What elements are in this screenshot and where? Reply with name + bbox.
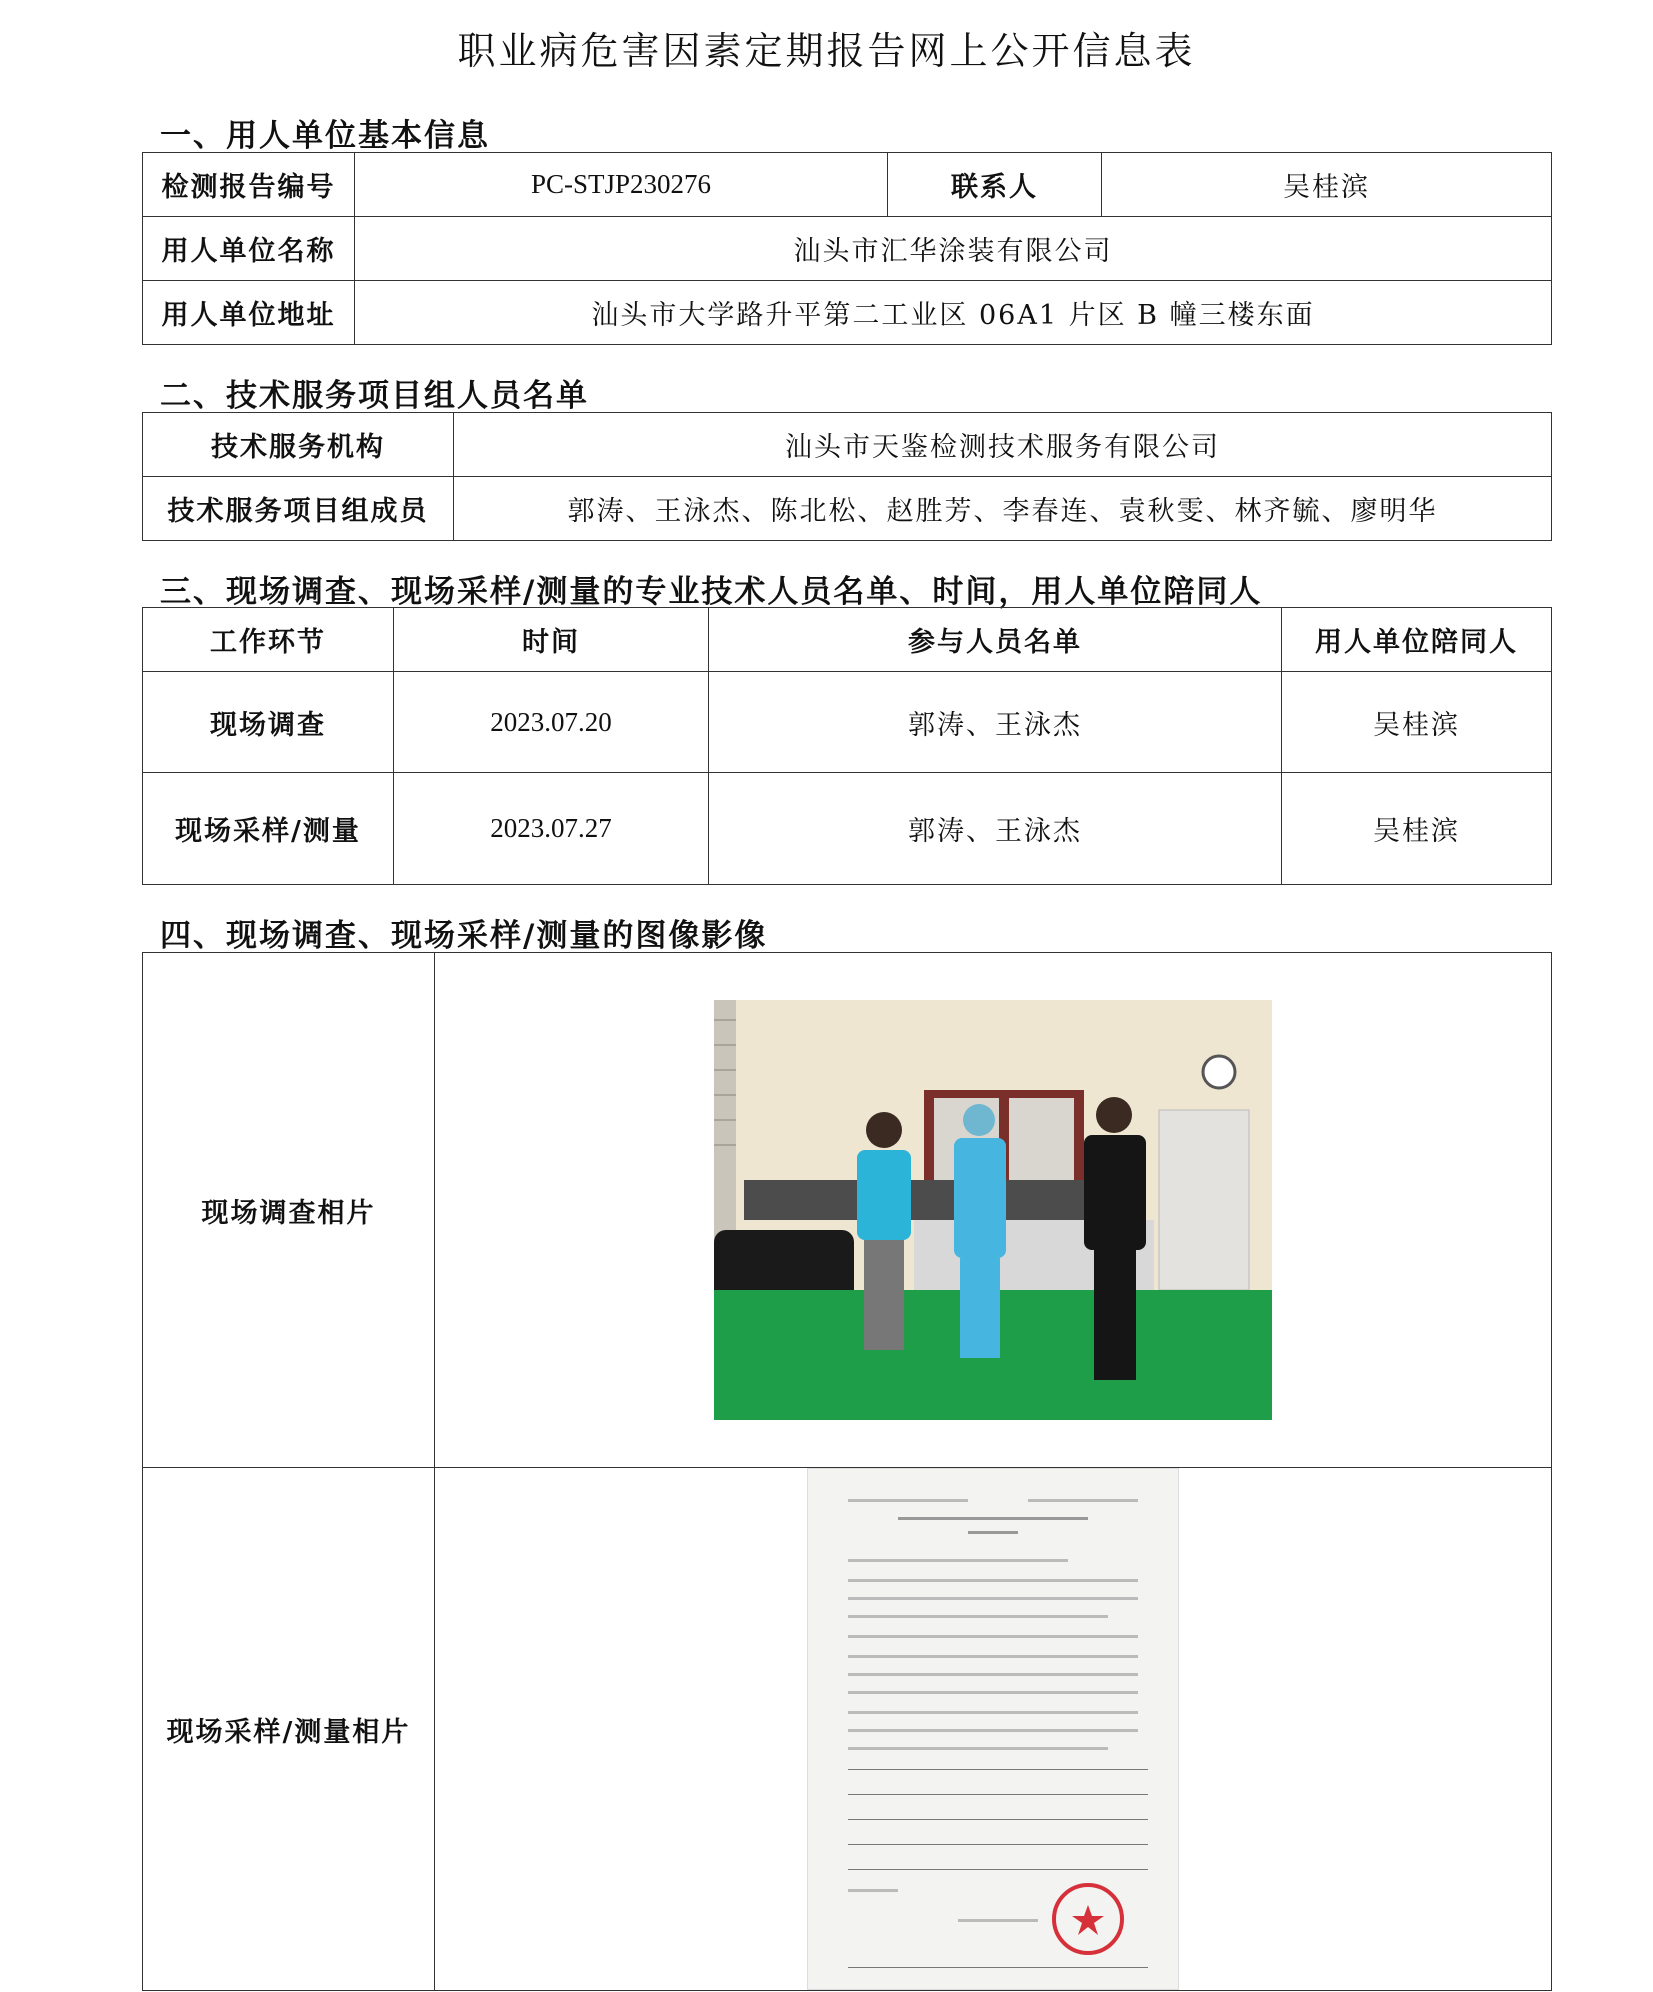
photo1-label: 现场调查相片 [143,953,435,1468]
header-stage: 工作环节 [143,608,394,672]
table-row [143,773,1552,885]
photo2-label: 现场采样/测量相片 [143,1468,435,1991]
header-date: 时间 [394,608,709,672]
contact-value: 吴桂滨 [1102,153,1552,217]
address-label: 用人单位地址 [143,281,355,345]
team-table [142,412,1552,541]
report-no-label: 检测报告编号 [143,153,355,217]
section2-heading: 二、技术服务项目组人员名单 [160,378,589,414]
stage-cell: 现场采样/测量 [143,773,394,885]
section4-heading: 四、现场调查、现场采样/测量的图像影像 [160,918,768,954]
schedule-table [142,607,1552,885]
address-value: 汕头市大学路升平第二工业区 06A1 片区 B 幢三楼东面 [355,281,1552,345]
org-label: 技术服务机构 [143,413,454,477]
header-staff: 参与人员名单 [709,608,1282,672]
contact-label: 联系人 [888,153,1102,217]
company-label: 用人单位名称 [143,217,355,281]
basic-info-table [142,152,1552,345]
stage-cell: 现场调查 [143,672,394,773]
date-cell: 2023.07.27 [394,773,709,885]
org-value: 汕头市天鉴检测技术服务有限公司 [454,413,1552,477]
sampling-declaration-photo [807,1468,1179,1990]
page-title: 职业病危害因素定期报告网上公开信息表 [457,29,1196,73]
report-no-value: PC-STJP230276 [355,153,888,217]
stamp-icon [1048,1879,1128,1959]
section1-heading: 一、用人单位基本信息 [160,118,490,154]
members-label: 技术服务项目组成员 [143,477,454,541]
staff-cell: 郭涛、王泳杰 [709,773,1282,885]
site-survey-photo [714,1000,1272,1420]
staff-cell: 郭涛、王泳杰 [709,672,1282,773]
photo-table [142,952,1552,1991]
header-escort: 用人单位陪同人 [1282,608,1552,672]
table-row [143,672,1552,773]
escort-cell: 吴桂滨 [1282,672,1552,773]
date-cell: 2023.07.20 [394,672,709,773]
escort-cell: 吴桂滨 [1282,773,1552,885]
company-value: 汕头市汇华涂装有限公司 [355,217,1552,281]
members-value: 郭涛、王泳杰、陈北松、赵胜芳、李春连、袁秋雯、林齐毓、廖明华 [454,477,1552,541]
section3-heading: 三、现场调查、现场采样/测量的专业技术人员名单、时间，用人单位陪同人 [160,574,1263,610]
